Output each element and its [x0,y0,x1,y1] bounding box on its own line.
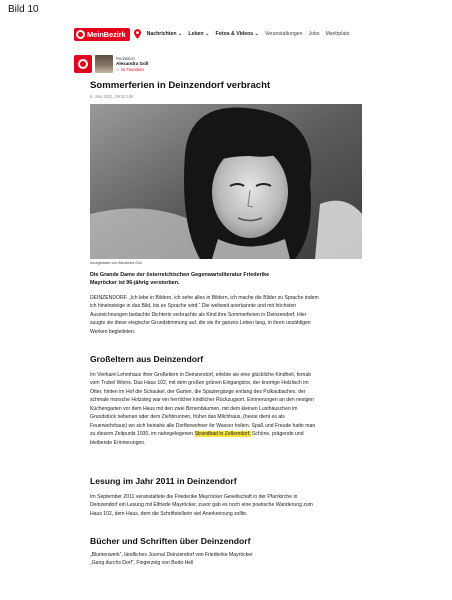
author-avatar[interactable] [95,55,113,73]
heading-buecher: Bücher und Schriften über Deinzendorf [90,536,251,546]
article-photo[interactable] [90,104,362,259]
photo-caption: hochgeladen von Alexandra Goll [90,261,142,265]
nav-item-nachrichten[interactable]: Nachrichten ⌄ [146,31,183,37]
paragraph-grosseltern: Im Vierkant-Lehmhaus ihrer Großeltern in Deinzendorf, erlebte sie eine glückliche Kindheit, fernab vom Trubel Wiens. Das Haus 102, mit dem großen grünen Eingangstor, der knorrige Holzlisch im Otter, hinten im Hof die Schaukel, der Garten, die Spaziergänge entlang des Pulkaubaches, der schmale morsche Holzsteg war ein herrlicher kindlicher Rückzugsort. Erinnerungen an den riesigen Küchengarten vor dem Haus mit den zwei Birnenbäumen, mit dem kleinen Lusthäuschen im Grundstück nebenan oder dem Ziehbrunnen, früher das Milchhaus, (heute dient es als Feuerwehrhaus) wo sich beinahe alle Dorfbewohner ihr Wasser holten. Spaß und Freude hatte man zu diesem Zeitpunkt 1930, im nahegelegenen Strandbad in Zellerndorf. Schöne, prägende und bleibende Erinnerungen. [90,372,316,446]
author-block [74,54,148,74]
highlighted-text: Strandbad in Zellerndorf. [194,431,251,438]
redaktion-logo-icon [74,55,92,73]
add-to-favorites-link[interactable]: ☆ zu Favoriten [116,66,144,72]
nav-item-fotos-videos[interactable]: Fotos & Videos ⌄ [215,31,259,37]
heading-grosseltern: Großeltern aus Deinzendorf [90,354,204,364]
image-number-label: Bild 10 [8,4,39,15]
paragraph-intro: DEINZENDORF. „Ich lebe in Bildern, ich sehe alles in Bildern, ich mache die Bilder zu Sprache indem ich hineinsteige in das Bild, bis es Sprache wird.“ Die weltweit anerkannte und mit höchsten Auszeichnungen bedachte Dichterin verbrachte als Kind ihre Sommerferien in Deinzendorf. Hier suugte sie diese elegische Grundstimmung auf, die sie ihr ganzes Leben lang, in ihren unzähligen Werken begleiteten. [90,295,319,335]
article-lead: Die Grande Dame der österreichischen Gegenwartsliteratur Friederike Mayröcker ist 96-jährig verstorben. [90,272,270,287]
top-navigation [74,27,374,41]
meinbezirk-logo[interactable] [74,28,130,41]
logo-mark-icon [76,30,85,39]
nav-item-leben[interactable]: Leben ⌄ [188,31,210,37]
nav-item-jobs[interactable]: Jobs [308,31,320,37]
author-name[interactable]: Alexandra Goll [116,61,149,67]
paragraph-lesung: Im September 2011 veranstaltete die Friederike Mayröcker Gesellschaft in der Pfarrkirche in Deinzendorf ein Lesung mit Elfriede Mayröcker, zuvor gab es noch eine poetische Wanderung zum Haus 102, dem Haus, dem die Schriftstellerin viel Anerkennung zollte. [90,494,313,517]
star-icon: ☆ [116,66,120,72]
article-title: Sommerferien in Deinzendorf verbracht [90,80,271,91]
chevron-down-icon: ⌄ [254,31,259,37]
chevron-down-icon: ⌄ [205,31,210,37]
nav-item-marktplatz[interactable]: Marktplatz [325,31,350,37]
heading-lesung: Lesung im Jahr 2011 in Deinzendorf [90,476,237,486]
nav-item-veranstaltungen[interactable]: Veranstaltungen [264,31,303,37]
paragraph-buecher: „Blumenwerk“, ländliches Journal Deinzendorf von Friederike Mayröcker „Gang durchs Dorf“, Fingerzeig von Bodo Hell [90,552,253,567]
author-role: Redaktion [116,55,135,61]
location-pin-icon[interactable] [134,29,141,39]
chevron-down-icon: ⌄ [178,31,183,37]
logo-text: MeinBezirk [87,29,126,39]
article-date: 6. Juni 2021, 09:32 Uhr [90,94,134,99]
